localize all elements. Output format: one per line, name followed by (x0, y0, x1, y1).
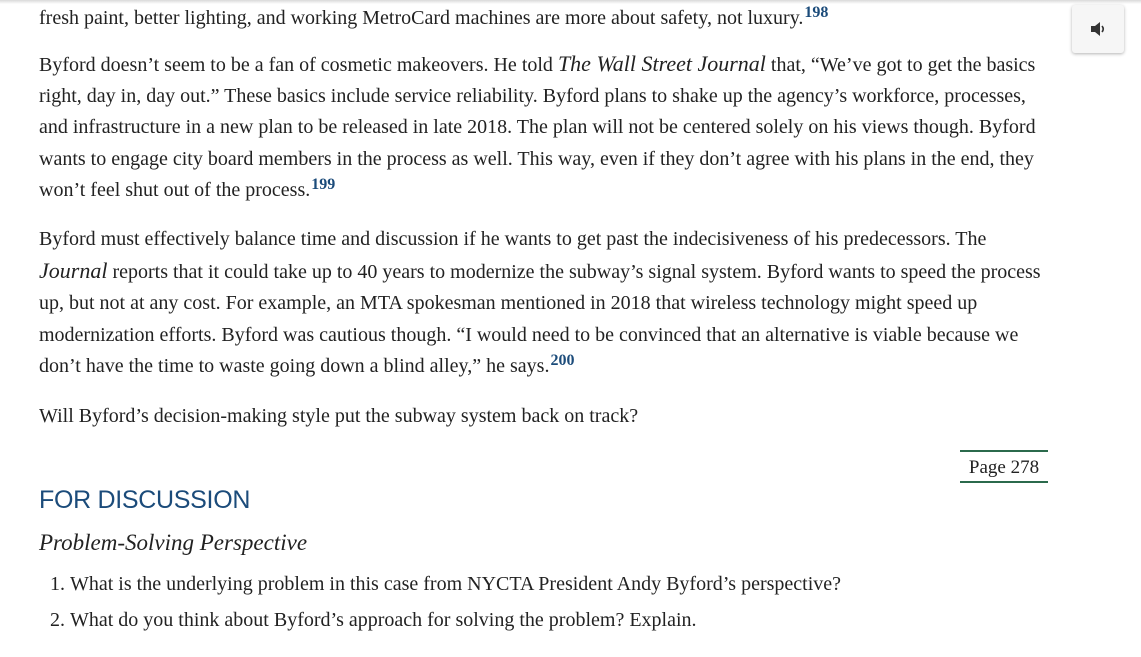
publication-title: Journal (39, 258, 108, 284)
section-heading: FOR DISCUSSION (39, 486, 251, 514)
audio-button[interactable] (1072, 5, 1124, 53)
paragraph-byford-time: Byford must effectively balance time and discussion if he wants to get past the indecisiveness of his predecessors. The Journal reports that it could take up to 40 years to modernize the subway’s signal system. Byford wants to speed the process up, but not at any cost. For example, an MTA spokesman mentioned in 2018 that wireless technology might speed up modernization efforts. Byford was cautious though. “I would need to be convinced that an alternative is viable because we don’t have the time to waste going down a blind alley,” he says.$^{200}$ (39, 228, 1041, 377)
section-subheading: Problem-Solving Perspective (39, 530, 308, 555)
paragraph-question: Will Byford’s decision-making style put the subway system back on track? (39, 405, 639, 427)
footnote-ref-198[interactable]: 198 (804, 4, 829, 21)
list-item: 2. What do you think about Byford’s approach for solving the problem? Explain. (70, 602, 1020, 638)
paragraph-byford-basics: Byford doesn’t seem to be a fan of cosmetic makeovers. He told The Wall Street Journal that, “We’ve got to get the basics right, day in, day out.” These basics include service reliability. Byford plans to shake up the agency’s workforce, processes, and infrastructure in a new plan to be released in late 2018. The plan will not be centered solely on his views though. Byford wants to engage city board members in the process as well. This way, even if they don’t agree with his plans in the end, they won’t feel shut out of the process.$^{199}$ (39, 51, 1036, 201)
footnote-ref-199[interactable]: 199 (311, 175, 336, 193)
list-item: 1. What is the underlying problem in this case from NYCTA President Andy Byford’s perspective? (70, 566, 1020, 602)
page-number-marker: Page 278 (960, 450, 1048, 483)
paragraph-continued: fresh paint, better lighting, and working MetroCard machines are more about safety, not luxury.$^{198}$ (39, 4, 829, 29)
publication-title: The Wall Street Journal (557, 51, 766, 76)
speaker-icon (1089, 20, 1107, 38)
footnote-ref-200[interactable]: 200 (550, 351, 575, 369)
discussion-questions (70, 566, 1020, 638)
